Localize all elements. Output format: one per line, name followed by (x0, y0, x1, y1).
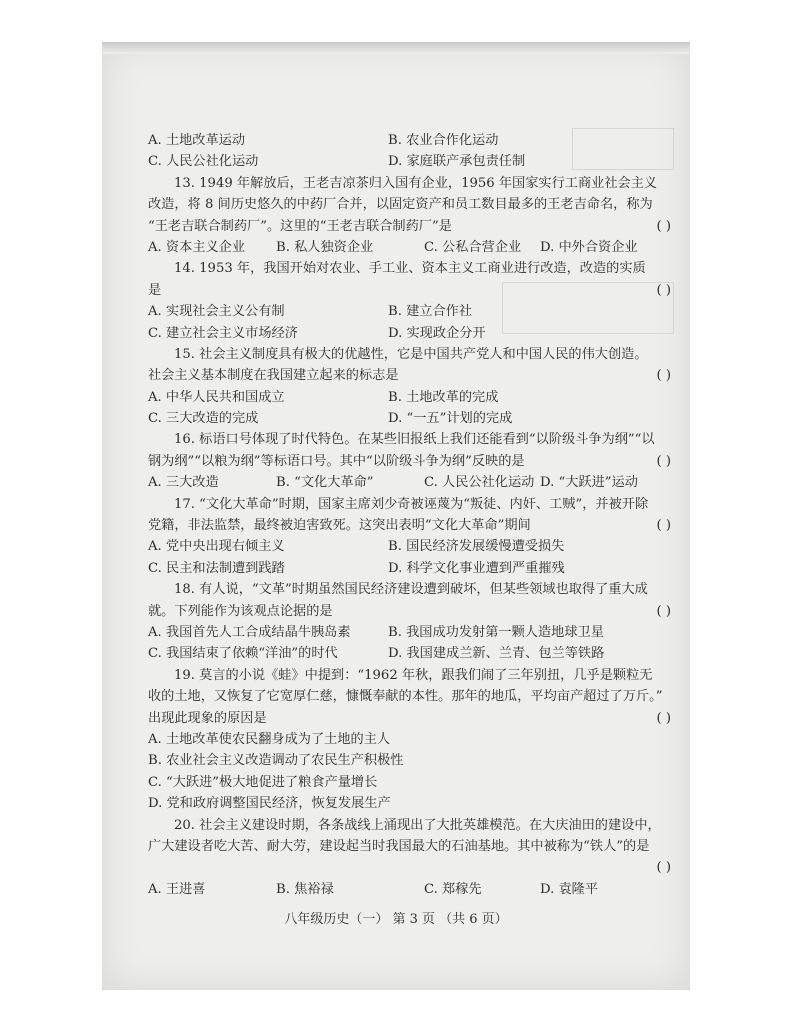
answer-blank: ( ) (656, 603, 671, 619)
text-line (148, 151, 690, 172)
text-line (148, 429, 690, 450)
text-line (148, 750, 690, 771)
text-line (148, 879, 690, 900)
option-left: C. 人民公社化运动 (148, 154, 259, 170)
text-line (148, 729, 690, 750)
text-line (148, 515, 690, 536)
option-b: B. 私人独资企业 (276, 239, 374, 255)
option-right: B. 土地改革的完成 (388, 389, 499, 405)
text-line (148, 472, 690, 493)
text-line (148, 686, 690, 707)
option-a: A. 资本主义企业 (148, 239, 246, 255)
line-text: C. “大跃进”极大地促进了粮食产量增长 (148, 774, 378, 790)
line-text: 16. 标语口号体现了时代特色。在某些旧报纸上我们还能看到“以阶级斗争为纲”“以 (174, 432, 655, 448)
option-right: B. 我国成功发射第一颗人造地球卫星 (388, 624, 604, 640)
text-line (148, 708, 690, 729)
text-line (148, 216, 690, 237)
option-left: C. 三大改造的完成 (148, 411, 259, 427)
text-line (148, 258, 690, 279)
line-text: 社会主义基本制度在我国建立起来的标志是 (148, 368, 399, 384)
option-right: D. 家庭联产承包责任制 (388, 154, 526, 170)
answer-blank: ( ) (656, 453, 671, 469)
answer-blank: ( ) (656, 518, 671, 534)
line-text: 是 (148, 282, 162, 298)
text-line (148, 173, 690, 194)
text-line (148, 558, 690, 579)
option-a: A. 王进喜 (148, 881, 206, 897)
option-c: C. 公私合营企业 (424, 239, 522, 255)
option-right: B. 国民经济发展缓慢遭受损失 (388, 539, 565, 555)
text-line (148, 365, 690, 386)
option-b: B. “文化大革命” (276, 475, 374, 491)
question-list (148, 130, 690, 900)
line-text: 15. 社会主义制度具有极大的优越性，它是中国共产党人和中国人民的伟大创造。 (174, 346, 648, 362)
text-line (148, 815, 690, 836)
option-c: C. 人民公社化运动 (424, 475, 535, 491)
line-text: 18. 有人说，“文革”时期虽然国民经济建设遭到破坏，但某些领域也取得了重大成 (174, 582, 648, 598)
text-line (148, 793, 690, 814)
line-text: 就。下列能作为该观点论据的是 (148, 603, 333, 619)
option-left: A. 实现社会主义公有制 (148, 304, 285, 320)
answer-blank: ( ) (656, 368, 671, 384)
option-left: C. 民主和法制遭到践踏 (148, 560, 285, 576)
line-text: 钢为纲”“以粮为纲”等标语口号。其中“以阶级斗争为纲”反映的是 (148, 453, 525, 469)
line-text: 17. “文化大革命”时期，国家主席刘少奇被诬蔑为“叛徒、内奸、工贼”，并被开除 (174, 496, 649, 512)
option-right: D. 实现政企分开 (388, 325, 486, 341)
line-text: 收的土地，又恢复了它宽厚仁慈，慷慨奉献的本性。那年的地瓜，平均亩产超过了万斤。” (148, 689, 663, 705)
text-line (148, 494, 690, 515)
answer-blank: ( ) (656, 218, 671, 234)
text-line (148, 622, 690, 643)
option-right: D. 我国建成兰新、兰青、包兰等铁路 (388, 646, 605, 662)
answer-blank: ( ) (656, 282, 671, 298)
line-text: 党籍，非法监禁，最终被迫害致死。这突出表明“文化大革命”期间 (148, 518, 531, 534)
line-text: B. 农业社会主义改造调动了农民生产积极性 (148, 753, 404, 769)
text-line (148, 194, 690, 215)
line-text: “王老吉联合制药厂”。这里的“王老吉联合制药厂”是 (148, 218, 452, 234)
option-c: C. 郑稼先 (424, 881, 482, 897)
option-d: D. “大跃进”运动 (540, 475, 638, 491)
option-right: B. 建立合作社 (388, 304, 473, 320)
line-text: 改造，将 8 间历史悠久的中药厂合并，以固定资产和员工数目最多的王老吉命名，称为 (148, 197, 653, 213)
answer-blank: ( ) (656, 710, 671, 726)
text-line (148, 601, 690, 622)
option-d: D. 中外合资企业 (540, 239, 638, 255)
option-left: A. 我国首先人工合成结晶牛胰岛素 (148, 624, 351, 640)
option-left: A. 党中央出现右倾主义 (148, 539, 285, 555)
line-text: 出现此现象的原因是 (148, 710, 267, 726)
option-left: A. 中华人民共和国成立 (148, 389, 285, 405)
option-b: B. 焦裕禄 (276, 881, 334, 897)
text-line (148, 772, 690, 793)
line-text: A. 土地改革使农民翻身成为了土地的主人 (148, 731, 391, 747)
option-left: A. 土地改革运动 (148, 133, 246, 148)
option-right: D. 科学文化事业遭到严重摧残 (388, 560, 565, 576)
text-line (148, 323, 690, 344)
answer-blank: ( ) (656, 860, 671, 876)
option-left: C. 我国结束了依赖“洋油”的时代 (148, 646, 338, 662)
text-line (148, 836, 690, 857)
text-line (148, 665, 690, 686)
option-left: C. 建立社会主义市场经济 (148, 325, 298, 341)
line-text: 广大建设者吃大苦、耐大劳，建设起当时我国最大的石油基地。其中被称为“铁人”的是 (148, 838, 650, 854)
text-line (148, 237, 690, 258)
text-line (148, 643, 690, 664)
option-right: D. “一五”计划的完成 (388, 411, 513, 427)
line-text: 19. 莫言的小说《蛙》中提到：“1962 年秋，跟我们闹了三年别扭，几乎是颗粒无 (174, 667, 653, 683)
line-text: D. 党和政府调整国民经济，恢复发展生产 (148, 796, 391, 812)
text-line (148, 857, 690, 878)
text-line (148, 280, 690, 301)
page-top-shadow (102, 42, 690, 54)
option-a: A. 三大改造 (148, 475, 219, 491)
text-line (148, 408, 690, 429)
text-line (148, 301, 690, 322)
text-line (148, 451, 690, 472)
text-line (148, 344, 690, 365)
text-line (148, 387, 690, 408)
text-line (148, 130, 690, 151)
exam-page (102, 42, 690, 990)
text-line (148, 536, 690, 557)
option-d: D. 袁隆平 (540, 881, 599, 897)
line-text: 14. 1953 年，我国开始对农业、手工业、资本主义工商业进行改造，改造的实质 (174, 261, 646, 277)
text-line (148, 579, 690, 600)
line-text: 20. 社会主义建设时期，各条战线上涌现出了大批英雄模范。在大庆油田的建设中， (174, 817, 661, 833)
page-footer: 八年级历史（一） 第 3 页 （共 6 页） (284, 912, 508, 927)
option-right: B. 农业合作化运动 (388, 133, 499, 148)
line-text: 13. 1949 年解放后，王老吉凉茶归入国有企业，1956 年国家实行工商业社会主义 (174, 175, 658, 191)
